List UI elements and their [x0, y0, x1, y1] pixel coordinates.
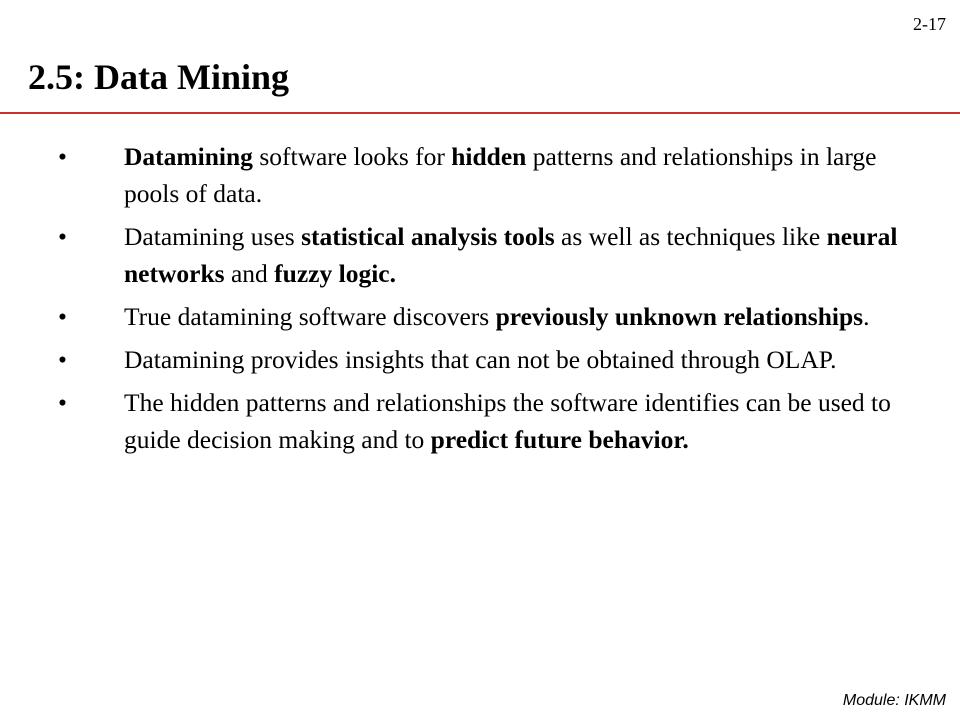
- bullet-marker: •: [58, 388, 67, 417]
- footer-module-label: Module: IKMM: [842, 692, 946, 709]
- bullet-marker: •: [58, 222, 67, 251]
- bullet-item: [58, 138, 938, 212]
- bullet-item: [58, 218, 938, 292]
- bullet-text: [124, 341, 938, 378]
- bold-run: previously unknown relationships: [495, 302, 864, 331]
- text-run: True datamining software discovers: [124, 302, 496, 331]
- text-run: The hidden patterns and relationships the software identifies can be used to guide decision making and to: [124, 388, 891, 454]
- page-number: 2-17: [913, 14, 946, 34]
- text-run: Datamining provides insights that can not be obtained through OLAP.: [124, 345, 837, 374]
- bullet-text: [124, 298, 938, 335]
- slide-title: 2.5: Data Mining: [28, 57, 289, 97]
- bullet-marker: •: [58, 345, 67, 374]
- text-run: and: [224, 259, 275, 288]
- bold-run: neural networks: [124, 222, 898, 288]
- bullet-text: [124, 138, 938, 212]
- bold-run: Datamining: [124, 142, 253, 171]
- bold-run: hidden: [451, 142, 527, 171]
- bullet-item: [58, 341, 938, 378]
- bullet-item: [58, 384, 938, 458]
- bold-run: fuzzy logic.: [274, 259, 396, 288]
- text-run: as well as techniques like: [554, 222, 827, 251]
- bullet-marker: •: [58, 142, 67, 171]
- bold-run: statistical analysis tools: [301, 222, 555, 251]
- bullet-marker: •: [58, 302, 67, 331]
- text-run: software looks for: [252, 142, 452, 171]
- text-run: patterns and relationships in large pools of data.: [124, 142, 877, 208]
- bold-run: predict future behavior.: [430, 425, 689, 454]
- bullet-list: [58, 138, 938, 464]
- title-divider: [0, 112, 960, 114]
- bullet-text: [124, 384, 938, 458]
- bullet-text: [124, 218, 938, 292]
- text-run: Datamining uses: [124, 222, 302, 251]
- bullet-item: [58, 298, 938, 335]
- text-run: .: [863, 302, 870, 331]
